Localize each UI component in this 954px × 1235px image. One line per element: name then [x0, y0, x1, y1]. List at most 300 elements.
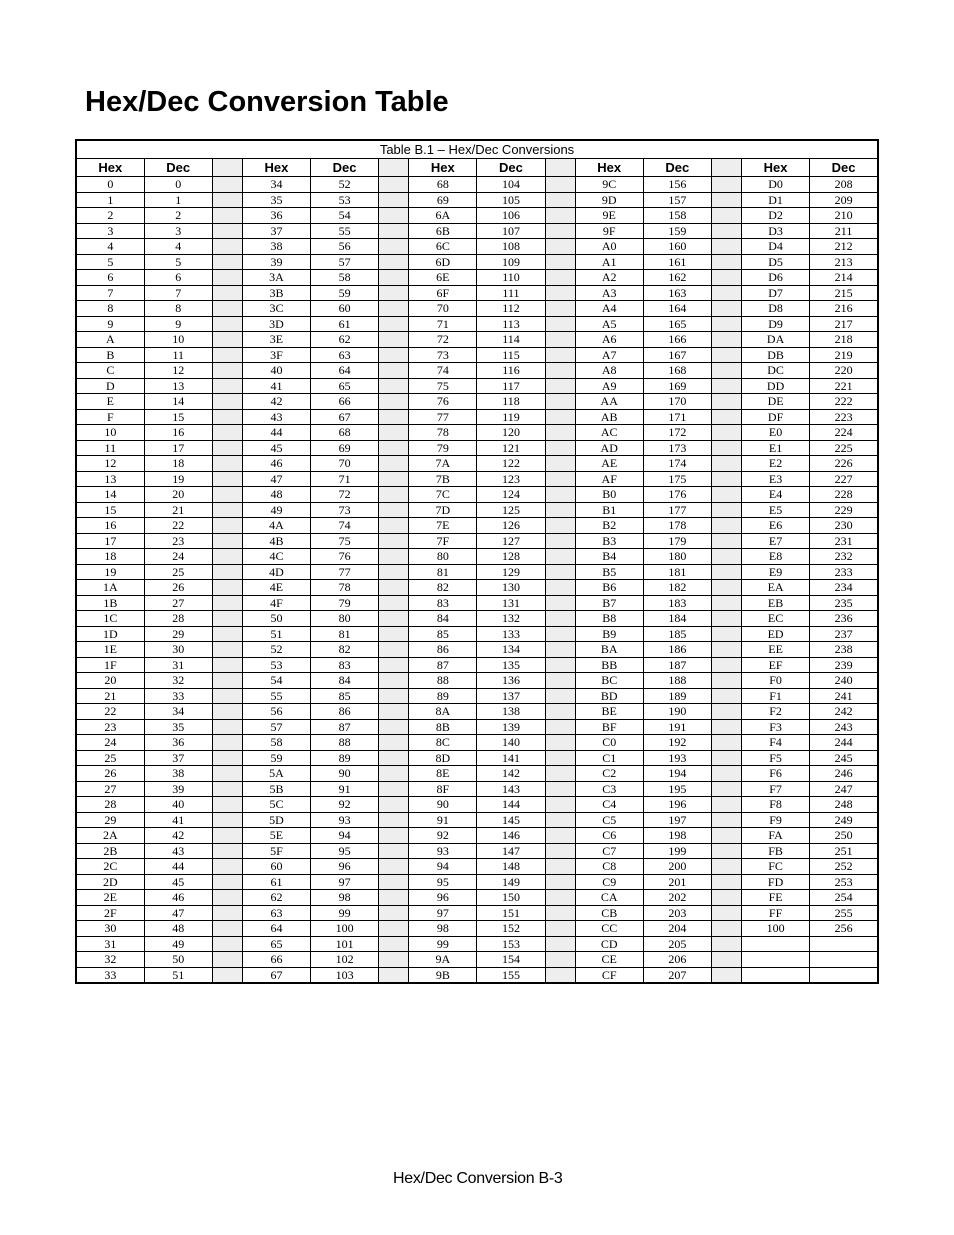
hex-cell: 94 — [409, 859, 477, 875]
dec-cell: 119 — [477, 409, 545, 425]
column-separator — [711, 595, 741, 611]
column-separator — [545, 363, 575, 379]
column-separator — [711, 502, 741, 518]
column-separator — [379, 859, 409, 875]
hex-cell: 91 — [409, 812, 477, 828]
dec-cell: 18 — [144, 456, 212, 472]
hex-cell: E7 — [742, 533, 810, 549]
column-separator — [545, 642, 575, 658]
column-separator — [379, 394, 409, 410]
dec-cell: 42 — [144, 828, 212, 844]
column-separator — [212, 952, 242, 968]
hex-cell: 74 — [409, 363, 477, 379]
dec-cell: 181 — [643, 564, 711, 580]
column-separator — [711, 797, 741, 813]
column-separator — [379, 425, 409, 441]
dec-cell: 48 — [144, 921, 212, 937]
column-separator — [379, 967, 409, 983]
column-separator — [545, 564, 575, 580]
column-separator — [545, 518, 575, 534]
column-separator — [212, 704, 242, 720]
dec-cell: 129 — [477, 564, 545, 580]
hex-cell: 7 — [76, 285, 144, 301]
column-separator — [545, 967, 575, 983]
hex-cell: D9 — [742, 316, 810, 332]
column-separator — [212, 239, 242, 255]
dec-cell: 223 — [810, 409, 878, 425]
dec-cell: 144 — [477, 797, 545, 813]
column-separator — [545, 952, 575, 968]
column-separator — [711, 425, 741, 441]
column-separator — [711, 921, 741, 937]
hex-cell: 16 — [76, 518, 144, 534]
dec-cell: 9 — [144, 316, 212, 332]
hex-cell: F4 — [742, 735, 810, 751]
column-separator — [212, 456, 242, 472]
dec-cell: 224 — [810, 425, 878, 441]
dec-cell: 152 — [477, 921, 545, 937]
dec-cell: 211 — [810, 223, 878, 239]
column-separator — [212, 967, 242, 983]
hex-cell: 88 — [409, 673, 477, 689]
table-row — [76, 967, 878, 983]
column-separator — [545, 394, 575, 410]
dec-cell: 131 — [477, 595, 545, 611]
column-separator — [711, 533, 741, 549]
dec-cell: 58 — [311, 270, 379, 286]
hex-cell: 5B — [242, 781, 310, 797]
column-separator — [379, 781, 409, 797]
column-separator — [545, 781, 575, 797]
hex-cell: 3 — [76, 223, 144, 239]
hex-cell: BD — [575, 688, 643, 704]
hex-cell: 24 — [76, 735, 144, 751]
dec-cell: 172 — [643, 425, 711, 441]
hex-cell: 26 — [76, 766, 144, 782]
dec-cell: 36 — [144, 735, 212, 751]
dec-cell: 115 — [477, 347, 545, 363]
dec-cell: 32 — [144, 673, 212, 689]
hex-cell: BC — [575, 673, 643, 689]
dec-cell: 35 — [144, 719, 212, 735]
hex-cell: 1E — [76, 642, 144, 658]
hex-cell: 67 — [242, 967, 310, 983]
table-row — [76, 285, 878, 301]
hex-cell: DC — [742, 363, 810, 379]
column-separator — [545, 301, 575, 317]
hex-cell: 13 — [76, 471, 144, 487]
dec-cell: 13 — [144, 378, 212, 394]
hex-cell: E8 — [742, 549, 810, 565]
dec-cell: 46 — [144, 890, 212, 906]
column-separator — [545, 936, 575, 952]
dec-cell: 241 — [810, 688, 878, 704]
dec-cell: 164 — [643, 301, 711, 317]
column-separator — [545, 657, 575, 673]
column-separator — [545, 890, 575, 906]
dec-cell: 113 — [477, 316, 545, 332]
hex-cell: C3 — [575, 781, 643, 797]
hex-cell: EE — [742, 642, 810, 658]
hex-cell: AA — [575, 394, 643, 410]
column-separator — [545, 409, 575, 425]
column-separator — [379, 487, 409, 503]
column-separator — [711, 812, 741, 828]
dec-cell: 162 — [643, 270, 711, 286]
dec-cell: 169 — [643, 378, 711, 394]
dec-cell: 53 — [311, 192, 379, 208]
hex-cell: 99 — [409, 936, 477, 952]
column-separator — [545, 828, 575, 844]
table-row — [76, 332, 878, 348]
dec-cell: 62 — [311, 332, 379, 348]
column-separator — [545, 580, 575, 596]
table-row — [76, 549, 878, 565]
hex-cell: 7F — [409, 533, 477, 549]
dec-cell: 186 — [643, 642, 711, 658]
dec-cell: 157 — [643, 192, 711, 208]
dec-cell: 128 — [477, 549, 545, 565]
hex-cell: F6 — [742, 766, 810, 782]
hex-cell: 82 — [409, 580, 477, 596]
hex-cell: 78 — [409, 425, 477, 441]
dec-cell: 21 — [144, 502, 212, 518]
column-separator — [379, 301, 409, 317]
dec-cell: 80 — [311, 611, 379, 627]
hex-cell: 43 — [242, 409, 310, 425]
dec-cell: 26 — [144, 580, 212, 596]
column-separator — [711, 890, 741, 906]
hex-cell: 80 — [409, 549, 477, 565]
hex-cell: 61 — [242, 874, 310, 890]
column-separator — [212, 347, 242, 363]
dec-cell: 197 — [643, 812, 711, 828]
dec-cell: 14 — [144, 394, 212, 410]
hex-cell: 7C — [409, 487, 477, 503]
table-row — [76, 688, 878, 704]
column-separator — [212, 425, 242, 441]
hex-cell: 52 — [242, 642, 310, 658]
column-separator — [212, 409, 242, 425]
column-separator — [545, 750, 575, 766]
column-separator — [212, 735, 242, 751]
column-separator — [545, 159, 575, 177]
dec-cell: 165 — [643, 316, 711, 332]
hex-cell: 6F — [409, 285, 477, 301]
dec-cell: 118 — [477, 394, 545, 410]
hex-cell: E — [76, 394, 144, 410]
dec-cell: 95 — [311, 843, 379, 859]
hex-cell: B9 — [575, 626, 643, 642]
dec-cell: 39 — [144, 781, 212, 797]
column-separator — [379, 595, 409, 611]
column-separator — [212, 159, 242, 177]
dec-cell: 200 — [643, 859, 711, 875]
hex-cell: DD — [742, 378, 810, 394]
column-separator — [711, 859, 741, 875]
hex-cell: A4 — [575, 301, 643, 317]
column-separator — [212, 471, 242, 487]
column-separator — [379, 828, 409, 844]
table-row — [76, 812, 878, 828]
hex-cell: AC — [575, 425, 643, 441]
dec-cell: 136 — [477, 673, 545, 689]
column-separator — [379, 642, 409, 658]
hex-cell: B3 — [575, 533, 643, 549]
hex-cell: 57 — [242, 719, 310, 735]
dec-cell: 255 — [810, 905, 878, 921]
table-row — [76, 859, 878, 875]
dec-cell: 75 — [311, 533, 379, 549]
dec-cell: 216 — [810, 301, 878, 317]
hex-cell: 86 — [409, 642, 477, 658]
dec-cell: 205 — [643, 936, 711, 952]
hex-cell: 8F — [409, 781, 477, 797]
hex-cell: CC — [575, 921, 643, 937]
dec-cell: 65 — [311, 378, 379, 394]
dec-cell: 134 — [477, 642, 545, 658]
hex-cell: 47 — [242, 471, 310, 487]
column-separator — [379, 719, 409, 735]
column-separator — [379, 936, 409, 952]
table-row — [76, 518, 878, 534]
dec-cell: 125 — [477, 502, 545, 518]
dec-cell: 225 — [810, 440, 878, 456]
hex-cell: E4 — [742, 487, 810, 503]
table-row — [76, 301, 878, 317]
dec-cell: 54 — [311, 208, 379, 224]
hex-cell: B8 — [575, 611, 643, 627]
dec-cell: 191 — [643, 719, 711, 735]
dec-cell: 143 — [477, 781, 545, 797]
dec-cell: 246 — [810, 766, 878, 782]
dec-cell: 188 — [643, 673, 711, 689]
dec-cell: 156 — [643, 177, 711, 193]
table-row — [76, 626, 878, 642]
column-separator — [545, 626, 575, 642]
dec-cell: 24 — [144, 549, 212, 565]
page-footer: Hex/Dec Conversion B-3 — [393, 1170, 563, 1187]
column-separator — [711, 642, 741, 658]
hex-cell: 58 — [242, 735, 310, 751]
table-caption: Table B.1 – Hex/Dec Conversions — [76, 140, 878, 159]
hex-cell: 2C — [76, 859, 144, 875]
column-separator — [212, 502, 242, 518]
hex-cell: 8A — [409, 704, 477, 720]
hex-cell: E3 — [742, 471, 810, 487]
dec-cell: 161 — [643, 254, 711, 270]
dec-cell: 159 — [643, 223, 711, 239]
dec-cell: 190 — [643, 704, 711, 720]
hex-cell: 4B — [242, 533, 310, 549]
hex-cell: 3E — [242, 332, 310, 348]
column-separator — [545, 270, 575, 286]
hex-cell: 14 — [76, 487, 144, 503]
hex-cell: BE — [575, 704, 643, 720]
dec-cell: 170 — [643, 394, 711, 410]
dec-cell: 30 — [144, 642, 212, 658]
hex-cell: 2 — [76, 208, 144, 224]
column-separator — [545, 921, 575, 937]
hex-cell: B1 — [575, 502, 643, 518]
column-separator — [212, 843, 242, 859]
column-separator — [711, 626, 741, 642]
hex-cell: AD — [575, 440, 643, 456]
column-separator — [711, 719, 741, 735]
hex-cell: 100 — [742, 921, 810, 937]
dec-cell: 103 — [311, 967, 379, 983]
hex-cell: C4 — [575, 797, 643, 813]
dec-cell: 98 — [311, 890, 379, 906]
hex-cell: 18 — [76, 549, 144, 565]
dec-cell: 88 — [311, 735, 379, 751]
dec-cell: 23 — [144, 533, 212, 549]
hex-cell: 31 — [76, 936, 144, 952]
column-separator — [379, 208, 409, 224]
table-row — [76, 378, 878, 394]
column-separator — [212, 921, 242, 937]
column-separator — [545, 766, 575, 782]
dec-cell: 245 — [810, 750, 878, 766]
hex-cell: 53 — [242, 657, 310, 673]
dec-cell: 201 — [643, 874, 711, 890]
column-separator — [545, 456, 575, 472]
dec-cell: 7 — [144, 285, 212, 301]
header-dec: Dec — [144, 159, 212, 177]
dec-cell: 177 — [643, 502, 711, 518]
dec-cell: 242 — [810, 704, 878, 720]
hex-cell: 5D — [242, 812, 310, 828]
column-separator — [545, 611, 575, 627]
hex-cell: 3A — [242, 270, 310, 286]
dec-cell: 203 — [643, 905, 711, 921]
hex-cell: 3C — [242, 301, 310, 317]
dec-cell: 110 — [477, 270, 545, 286]
column-separator — [379, 564, 409, 580]
column-separator — [545, 471, 575, 487]
column-separator — [379, 533, 409, 549]
dec-cell: 149 — [477, 874, 545, 890]
hex-cell: A7 — [575, 347, 643, 363]
hex-cell: BF — [575, 719, 643, 735]
hex-cell: 8 — [76, 301, 144, 317]
hex-cell: CB — [575, 905, 643, 921]
dec-cell: 158 — [643, 208, 711, 224]
hex-cell: 77 — [409, 409, 477, 425]
table-row — [76, 580, 878, 596]
column-separator — [711, 905, 741, 921]
dec-cell: 66 — [311, 394, 379, 410]
hex-cell: 50 — [242, 611, 310, 627]
dec-cell: 195 — [643, 781, 711, 797]
dec-cell: 59 — [311, 285, 379, 301]
hex-cell: F0 — [742, 673, 810, 689]
hex-cell: 1F — [76, 657, 144, 673]
dec-cell: 218 — [810, 332, 878, 348]
hex-cell: 73 — [409, 347, 477, 363]
column-separator — [379, 750, 409, 766]
hex-cell: 27 — [76, 781, 144, 797]
hex-cell: 87 — [409, 657, 477, 673]
hex-cell: F2 — [742, 704, 810, 720]
hex-cell: F8 — [742, 797, 810, 813]
table-row — [76, 890, 878, 906]
dec-cell: 4 — [144, 239, 212, 255]
dec-cell: 151 — [477, 905, 545, 921]
hex-cell: 2A — [76, 828, 144, 844]
column-separator — [545, 425, 575, 441]
dec-cell: 69 — [311, 440, 379, 456]
column-separator — [212, 626, 242, 642]
dec-cell: 209 — [810, 192, 878, 208]
column-separator — [379, 332, 409, 348]
dec-cell: 47 — [144, 905, 212, 921]
dec-cell: 12 — [144, 363, 212, 379]
dec-cell: 60 — [311, 301, 379, 317]
table-row — [76, 781, 878, 797]
dec-cell: 180 — [643, 549, 711, 565]
hex-cell: 1A — [76, 580, 144, 596]
hex-cell: 49 — [242, 502, 310, 518]
dec-cell: 61 — [311, 316, 379, 332]
hex-cell: 33 — [76, 967, 144, 983]
column-separator — [379, 921, 409, 937]
dec-cell: 105 — [477, 192, 545, 208]
hex-cell: 7B — [409, 471, 477, 487]
column-separator — [379, 657, 409, 673]
column-separator — [711, 936, 741, 952]
table-row — [76, 750, 878, 766]
dec-cell: 104 — [477, 177, 545, 193]
dec-cell: 236 — [810, 611, 878, 627]
hex-cell: 95 — [409, 874, 477, 890]
hex-cell: 36 — [242, 208, 310, 224]
hex-cell: 3D — [242, 316, 310, 332]
hex-cell: A3 — [575, 285, 643, 301]
column-separator — [545, 735, 575, 751]
column-separator — [379, 874, 409, 890]
dec-cell: 148 — [477, 859, 545, 875]
dec-cell: 206 — [643, 952, 711, 968]
column-separator — [212, 719, 242, 735]
hex-cell: 85 — [409, 626, 477, 642]
dec-cell: 2 — [144, 208, 212, 224]
dec-cell: 142 — [477, 766, 545, 782]
table-row — [76, 347, 878, 363]
column-separator — [545, 595, 575, 611]
hex-cell: 98 — [409, 921, 477, 937]
column-separator — [545, 549, 575, 565]
column-separator — [212, 580, 242, 596]
dec-cell: 155 — [477, 967, 545, 983]
dec-cell: 247 — [810, 781, 878, 797]
hex-cell: 34 — [242, 177, 310, 193]
column-separator — [711, 781, 741, 797]
dec-cell: 226 — [810, 456, 878, 472]
dec-cell: 254 — [810, 890, 878, 906]
hex-cell: 19 — [76, 564, 144, 580]
column-separator — [711, 394, 741, 410]
hex-cell: D4 — [742, 239, 810, 255]
dec-cell: 79 — [311, 595, 379, 611]
hex-cell: 54 — [242, 673, 310, 689]
hex-cell: 79 — [409, 440, 477, 456]
hex-cell: 3B — [242, 285, 310, 301]
table-row — [76, 270, 878, 286]
table-row — [76, 425, 878, 441]
dec-cell: 176 — [643, 487, 711, 503]
column-separator — [212, 192, 242, 208]
